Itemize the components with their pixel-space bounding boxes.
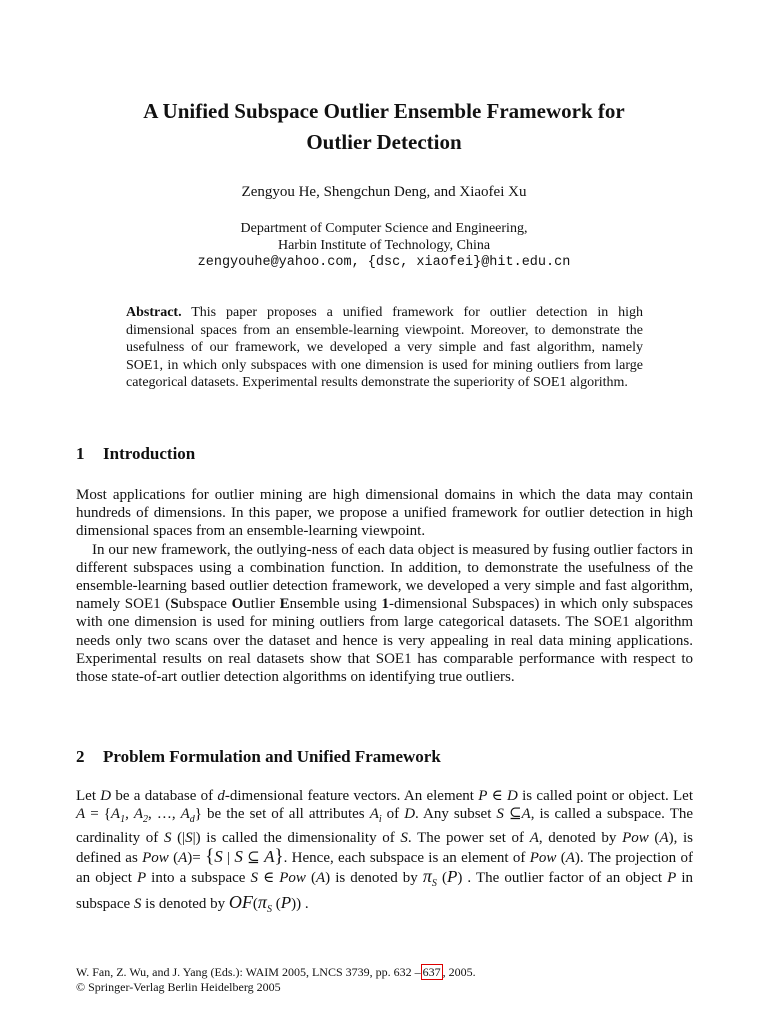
section-heading-problem-formulation bbox=[76, 747, 441, 767]
section-number: 1 bbox=[76, 444, 85, 463]
problem-formulation-body bbox=[76, 787, 693, 919]
abstract-label: Abstract. bbox=[126, 305, 182, 320]
citation-line: W. Fan, Z. Wu, and J. Yang (Eds.): WAIM 2005, LNCS 3739, pp. 632 – 637 , 2005. bbox=[76, 965, 476, 979]
section-title: Problem Formulation and Unified Framework bbox=[103, 747, 441, 766]
abstract-text: This paper proposes a unified framework for outlier detection in high dimensional spaces from an ensemble-learning viewpoint. Moreover, to demonstrate the usefulness of our framework, we developed a very simple and fast algorithm, namely SOE1, in which only subspaces with one dimension is used for mining outliers from large categorical datasets. Experimental results demonstrate the superiority of SOE1 algorithm. bbox=[126, 305, 643, 391]
section-title: Introduction bbox=[103, 444, 196, 463]
author-emails: zengyouhe@yahoo.com, {dsc, xiaofei}@hit.edu.cn bbox=[197, 255, 571, 270]
introduction-body bbox=[76, 486, 693, 686]
page-range-link[interactable]: 637 bbox=[422, 965, 441, 979]
section2-paragraph-1: Let D be a database of d-dimensional feature vectors. An element P ∈ D is called point or object. Let $A = \{A_1$, $A_2$, …, $A_d$} be the set of all attributes $A_i$ of D. Any subset S ⊆A, is called a subspace. The cardinality of S (|S|) is called the dimensionality of S. The power set of A, denoted by Pow (A), is defined as Pow (A)= {S | S ⊆ A}. Hence, each subspace is an element of Pow (A). The projection of an object P into a subspace S ∈ Pow (A) is denoted by $\pi_S$ (P) . The outlier factor of an object P in subspace S is denoted by $OF(\pi_S$ (P)) . bbox=[76, 788, 694, 916]
title-line-2: Outlier Detection bbox=[306, 130, 462, 154]
title-line-1: A Unified Subspace Outlier Ensemble Framework for bbox=[143, 99, 625, 123]
affiliation-dept: Department of Computer Science and Engineering, bbox=[240, 221, 528, 236]
copyright-line: © Springer-Verlag Berlin Heidelberg 2005 bbox=[76, 980, 281, 994]
intro-paragraph-1: Most applications for outlier mining are high dimensional domains in which the data may contain hundreds of dimensions. In this paper, we propose a unified framework for outlier detection in high dimensional spaces from an ensemble-learning viewpoint. bbox=[76, 487, 693, 540]
affiliation-institution: Harbin Institute of Technology, China bbox=[277, 238, 491, 253]
author-list: Zengyou He, Shengchun Deng, and Xiaofei Xu bbox=[241, 184, 527, 200]
paper-title bbox=[60, 96, 708, 158]
intro-paragraph-2: In our new framework, the outlying-ness of each data object is measured by fusing outlier factors in different subspaces using a combination function. In addition, to demonstrate the usefulness of the ensemble-learning based outlier detection framework, we developed a very simple and fast algorithm, namely SOE1 (Subspace Outlier Ensemble using 1-dimensional Subspaces) in which only subspaces with one dimension is used for mining outliers from large categorical datasets. The SOE1 algorithm needs only two scans over the dataset and hence is very appealing in real data mining applications. Experimental results on real datasets show that SOE1 has comparable performance with respect to those state-of-art outlier detection algorithms on identifying true outliers. bbox=[76, 541, 694, 686]
affiliation bbox=[60, 220, 708, 271]
page-footer bbox=[76, 965, 476, 995]
abstract bbox=[126, 304, 643, 392]
section-number: 2 bbox=[76, 747, 85, 766]
section-heading-introduction bbox=[76, 444, 195, 464]
